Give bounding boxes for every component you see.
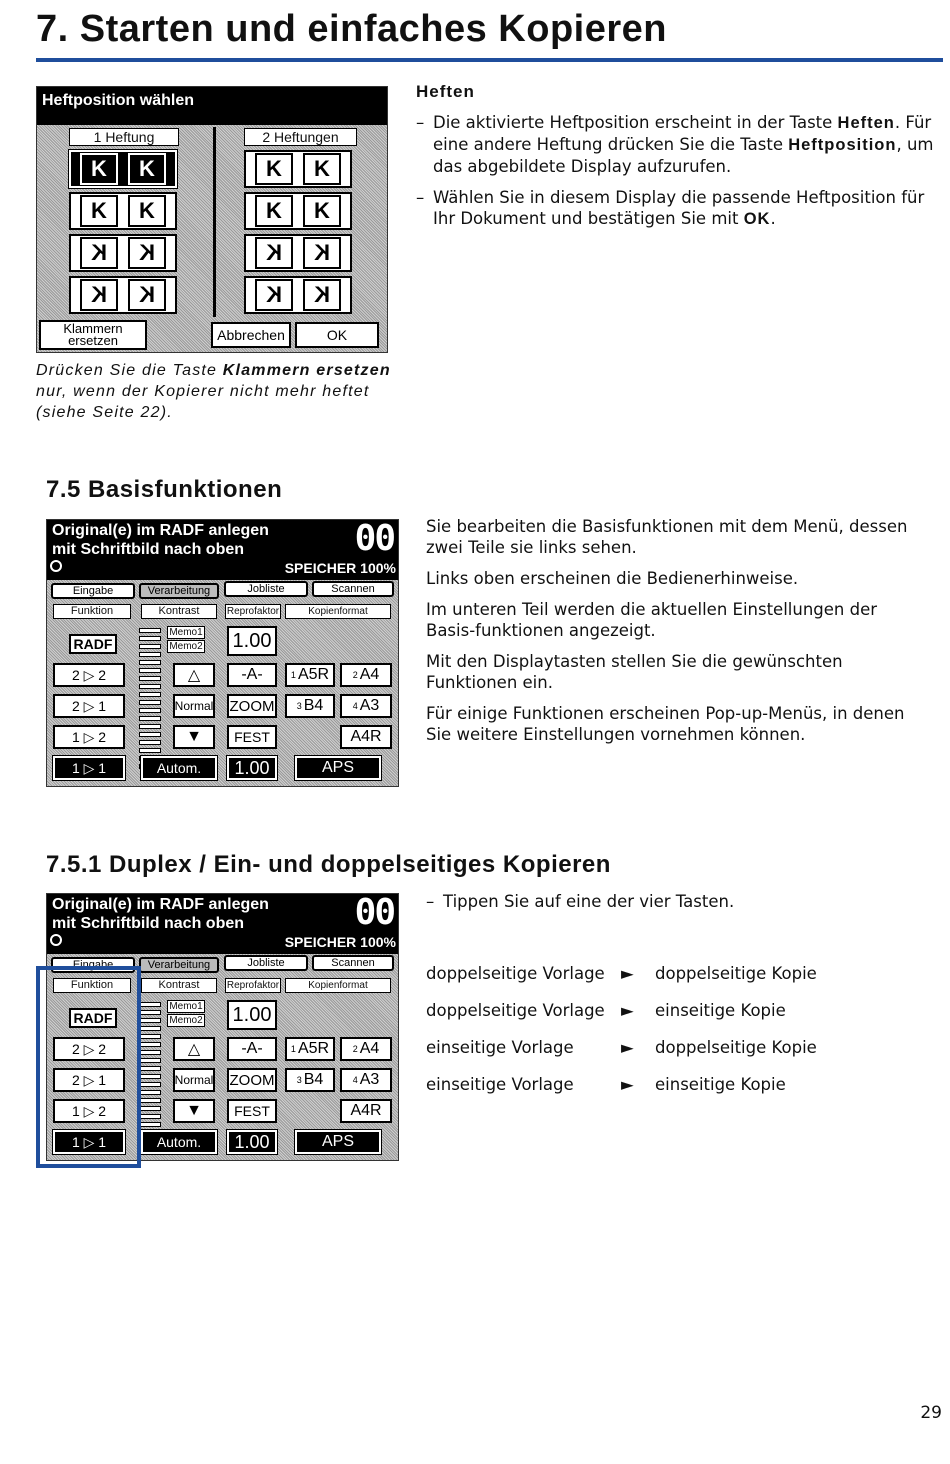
tray-3-label: 3 <box>296 1075 302 1085</box>
arrow-right-icon: ► <box>621 964 634 983</box>
reprofactor-display: 1.00 <box>227 1000 277 1030</box>
contrast-down-button[interactable]: ▼ <box>173 725 215 749</box>
k-glyph-icon: K <box>303 153 341 185</box>
k-glyph-mirrored-icon: K <box>128 279 166 311</box>
section-75-paragraph: Links oben erscheinen die Bedienerhinweise. <box>426 569 799 588</box>
basisfunktionen-display <box>46 519 399 787</box>
duplex-intro-text: Tippen Sie auf eine der vier Tasten. <box>443 892 735 911</box>
heften-p1-text-a: Die aktivierte Heftposition erscheint in der Taste <box>433 113 838 132</box>
heften-heading: Heften <box>416 82 475 101</box>
paper-a4r-button[interactable]: A4R <box>340 1099 392 1123</box>
paper-a4r-button[interactable]: A4R <box>340 725 392 749</box>
duplex-2-1-button[interactable]: 2 ▷ 1 <box>53 694 125 718</box>
message-line-1: Original(e) im RADF anlegen <box>52 896 269 913</box>
paper-b4-label: B4 <box>303 697 324 714</box>
duplex-intro <box>426 891 943 912</box>
k-glyph-icon: K <box>128 153 166 185</box>
copy-counter: 00 <box>354 518 394 559</box>
heftposition-key: Heftposition <box>788 136 897 154</box>
tab-jobliste[interactable]: Jobliste <box>224 955 308 971</box>
arrow-right-icon: ► <box>621 1001 634 1020</box>
heften-p1-text-c: , um das abgebildete Display aufzurufen. <box>433 135 934 176</box>
paper-a4-button[interactable] <box>340 1037 392 1061</box>
header-reprofaktor: Reprofaktor <box>226 980 280 991</box>
a-button[interactable]: -A- <box>227 663 277 687</box>
heft-2-pos-4[interactable] <box>244 276 352 314</box>
contrast-down-button[interactable]: ▼ <box>173 1099 215 1123</box>
reprofactor-display: 1.00 <box>227 626 277 656</box>
header-kontrast: Kontrast <box>141 978 217 993</box>
abbrechen-button[interactable]: Abbrechen <box>211 322 291 348</box>
tab-eingabe[interactable]: Eingabe <box>51 583 135 599</box>
header-kopienformat: Kopienformat <box>285 978 391 993</box>
k-glyph-mirrored-icon: K <box>80 237 118 269</box>
heften-section <box>416 82 944 240</box>
zoom-button[interactable]: ZOOM <box>227 1068 277 1092</box>
operator-message-bar <box>47 520 398 580</box>
note-text-b: nur, wenn der Kopierer nicht mehr heftet (siehe Seite 22). <box>36 383 370 421</box>
heften-p1-text-b: . Für eine andere Heftung drücken Sie die Taste <box>433 113 932 154</box>
tray-4-label: 4 <box>352 701 358 711</box>
paper-a4-label: A4 <box>359 1040 380 1057</box>
klammern-ersetzen-button[interactable]: Klammern ersetzen <box>39 320 147 350</box>
k-glyph-icon: K <box>255 195 293 227</box>
arrow-right-icon: ► <box>621 1038 634 1057</box>
mapping-from: einseitige Vorlage <box>426 1075 574 1094</box>
heft-1-pos-4[interactable] <box>69 276 177 314</box>
autom-button[interactable]: Autom. <box>141 756 217 780</box>
mapping-to: einseitige Kopie <box>655 1075 786 1094</box>
heften-p2-text-a: Wählen Sie in diesem Display die passende Heftposition für Ihr Dokument und bestätigen Sie mit <box>433 188 925 228</box>
section-75-paragraph: Im unteren Teil werden die aktuellen Einstellungen der Basis-funktionen angezeigt. <box>426 600 878 640</box>
message-line-1: Original(e) im RADF anlegen <box>52 522 269 539</box>
klammern-note <box>36 360 396 423</box>
note-text-a: Drücken Sie die Taste <box>36 362 223 379</box>
paper-a4-label: A4 <box>359 666 380 683</box>
aps-button[interactable]: APS <box>295 1130 381 1154</box>
k-glyph-mirrored-icon: K <box>255 237 293 269</box>
page-number: 29 <box>920 1403 942 1423</box>
message-line-2: mit Schriftbild nach oben <box>52 915 245 932</box>
mapping-from: doppelseitige Vorlage <box>426 1001 605 1020</box>
rotate-icon <box>50 560 62 572</box>
k-glyph-mirrored-icon: K <box>303 237 341 269</box>
mapping-to: doppelseitige Kopie <box>655 964 817 983</box>
page-title: 7. Starten und einfaches Kopieren <box>36 8 667 50</box>
copy-counter: 00 <box>354 892 394 933</box>
k-glyph-mirrored-icon: K <box>255 279 293 311</box>
k-glyph-icon: K <box>80 153 118 185</box>
paper-a5r-button[interactable] <box>285 663 335 687</box>
tab-verarbeitung[interactable]: Verarbeitung <box>139 583 219 599</box>
tray-2-label: 2 <box>352 670 358 680</box>
operator-message-bar <box>47 894 398 954</box>
ok-key: OK <box>743 210 771 228</box>
heften-paragraph-2 <box>416 187 944 230</box>
heftposition-display <box>36 86 388 353</box>
heft-divider <box>213 127 216 317</box>
note-key: Klammern ersetzen <box>222 362 391 379</box>
memo1-button[interactable]: Memo1 <box>167 626 205 639</box>
paper-a3-label: A3 <box>359 697 380 714</box>
paper-a5r-label: A5R <box>297 1040 330 1057</box>
heft-2-pos-2[interactable] <box>244 192 352 230</box>
duplex-1-1-button[interactable]: 1 ▷ 1 <box>53 756 125 780</box>
heft-panel-title: Heftposition wählen <box>37 87 387 125</box>
zoom-button[interactable]: ZOOM <box>227 694 277 718</box>
tab-jobliste[interactable]: Jobliste <box>224 581 308 597</box>
paper-b4-label: B4 <box>303 1071 324 1088</box>
contrast-up-button[interactable]: △ <box>173 663 215 687</box>
autom-button[interactable]: Autom. <box>141 1130 217 1154</box>
tab-verarbeitung[interactable]: Verarbeitung <box>139 957 219 973</box>
paper-a4-button[interactable] <box>340 663 392 687</box>
tray-3-label: 3 <box>296 701 302 711</box>
a-button[interactable]: -A- <box>227 1037 277 1061</box>
section-75-paragraph: Sie bearbeiten die Basisfunktionen mit dem Menü, dessen zwei Teile sie links sehen. <box>426 517 908 557</box>
tray-4-label: 4 <box>352 1075 358 1085</box>
heft-1-pos-3[interactable] <box>69 234 177 272</box>
duplex-2-1-button[interactable]: 2 ▷ 1 <box>53 1068 125 1092</box>
reprofactor-current[interactable]: 1.00 <box>227 1130 277 1154</box>
tab-scannen[interactable]: Scannen <box>312 955 394 971</box>
reprofactor-current[interactable]: 1.00 <box>227 756 277 780</box>
radf-button[interactable]: RADF <box>69 634 117 654</box>
fest-button[interactable]: FEST <box>227 1099 277 1123</box>
heften-key: Heften <box>837 114 895 132</box>
header-kontrast: Kontrast <box>141 604 217 619</box>
paper-b4-button[interactable] <box>285 694 335 718</box>
contrast-normal-button[interactable]: Normal <box>173 1068 215 1092</box>
ok-button[interactable]: OK <box>295 322 379 348</box>
contrast-up-button[interactable]: △ <box>173 1037 215 1061</box>
tab-scannen[interactable]: Scannen <box>312 581 394 597</box>
paper-a5r-label: A5R <box>297 666 330 683</box>
header-kopienformat: Kopienformat <box>285 604 391 619</box>
k-glyph-mirrored-icon: K <box>303 279 341 311</box>
tray-2-label: 2 <box>352 1044 358 1054</box>
heft-2-label: 2 Heftungen <box>244 128 357 146</box>
section-75-paragraph: Für einige Funktionen erscheinen Pop-up-Menüs, in denen Sie weitere Einstellungen vornehmen können. <box>426 704 905 744</box>
heften-p2-text-b: . <box>770 209 776 228</box>
header-reprofaktor: Reprofaktor <box>226 606 280 617</box>
duplex-1-2-button[interactable]: 1 ▷ 2 <box>53 725 125 749</box>
heft-1-label: 1 Heftung <box>69 128 179 146</box>
header-funktion: Funktion <box>53 978 131 993</box>
duplex-1-1-button[interactable]: 1 ▷ 1 <box>53 1130 125 1154</box>
tray-1-label: 1 <box>290 1044 296 1054</box>
section-75-heading: 7.5 Basisfunktionen <box>46 476 283 503</box>
section-75-text <box>426 516 926 755</box>
memory-indicator: SPEICHER 100% <box>284 934 396 950</box>
memo2-button[interactable]: Memo2 <box>167 640 205 653</box>
heft-1-pos-1[interactable] <box>69 150 177 188</box>
message-line-2: mit Schriftbild nach oben <box>52 541 245 558</box>
heft-2-pos-1[interactable] <box>244 150 352 188</box>
mapping-to: doppelseitige Kopie <box>655 1038 817 1057</box>
mapping-from: einseitige Vorlage <box>426 1038 574 1057</box>
tab-eingabe[interactable]: Eingabe <box>51 957 135 973</box>
paper-a5r-button[interactable] <box>285 1037 335 1061</box>
contrast-scale <box>139 628 161 772</box>
duplex-2-2-button[interactable]: 2 ▷ 2 <box>53 1037 125 1061</box>
k-glyph-icon: K <box>128 195 166 227</box>
header-funktion: Funktion <box>53 604 131 619</box>
radf-button[interactable]: RADF <box>69 1008 117 1028</box>
paper-b4-button[interactable] <box>285 1068 335 1092</box>
heft-1-pos-2[interactable] <box>69 192 177 230</box>
heft-2-pos-3[interactable] <box>244 234 352 272</box>
paper-a3-label: A3 <box>359 1071 380 1088</box>
aps-button[interactable]: APS <box>295 756 381 780</box>
title-rule <box>36 58 943 62</box>
heften-paragraph-1 <box>416 112 944 177</box>
memo1-button[interactable]: Memo1 <box>167 1000 205 1013</box>
mapping-to: einseitige Kopie <box>655 1001 786 1020</box>
paper-a3-button[interactable] <box>340 694 392 718</box>
memory-indicator: SPEICHER 100% <box>284 560 396 576</box>
contrast-scale <box>139 1002 161 1146</box>
mapping-from: doppelseitige Vorlage <box>426 964 605 983</box>
section-751-heading: 7.5.1 Duplex / Ein- und doppelseitiges Kopieren <box>46 851 611 878</box>
duplex-highlight-frame <box>36 966 141 1168</box>
duplex-2-2-button[interactable]: 2 ▷ 2 <box>53 663 125 687</box>
fest-button[interactable]: FEST <box>227 725 277 749</box>
rotate-icon <box>50 934 62 946</box>
k-glyph-icon: K <box>255 153 293 185</box>
memo2-button[interactable]: Memo2 <box>167 1014 205 1027</box>
paper-a3-button[interactable] <box>340 1068 392 1092</box>
contrast-normal-button[interactable]: Normal <box>173 694 215 718</box>
k-glyph-icon: K <box>80 195 118 227</box>
section-75-paragraph: Mit den Displaytasten stellen Sie die gewünschten Funktionen ein. <box>426 652 843 692</box>
k-glyph-icon: K <box>303 195 341 227</box>
k-glyph-mirrored-icon: K <box>80 279 118 311</box>
tray-1-label: 1 <box>290 670 296 680</box>
arrow-right-icon: ► <box>621 1075 634 1094</box>
k-glyph-mirrored-icon: K <box>128 237 166 269</box>
duplex-1-2-button[interactable]: 1 ▷ 2 <box>53 1099 125 1123</box>
